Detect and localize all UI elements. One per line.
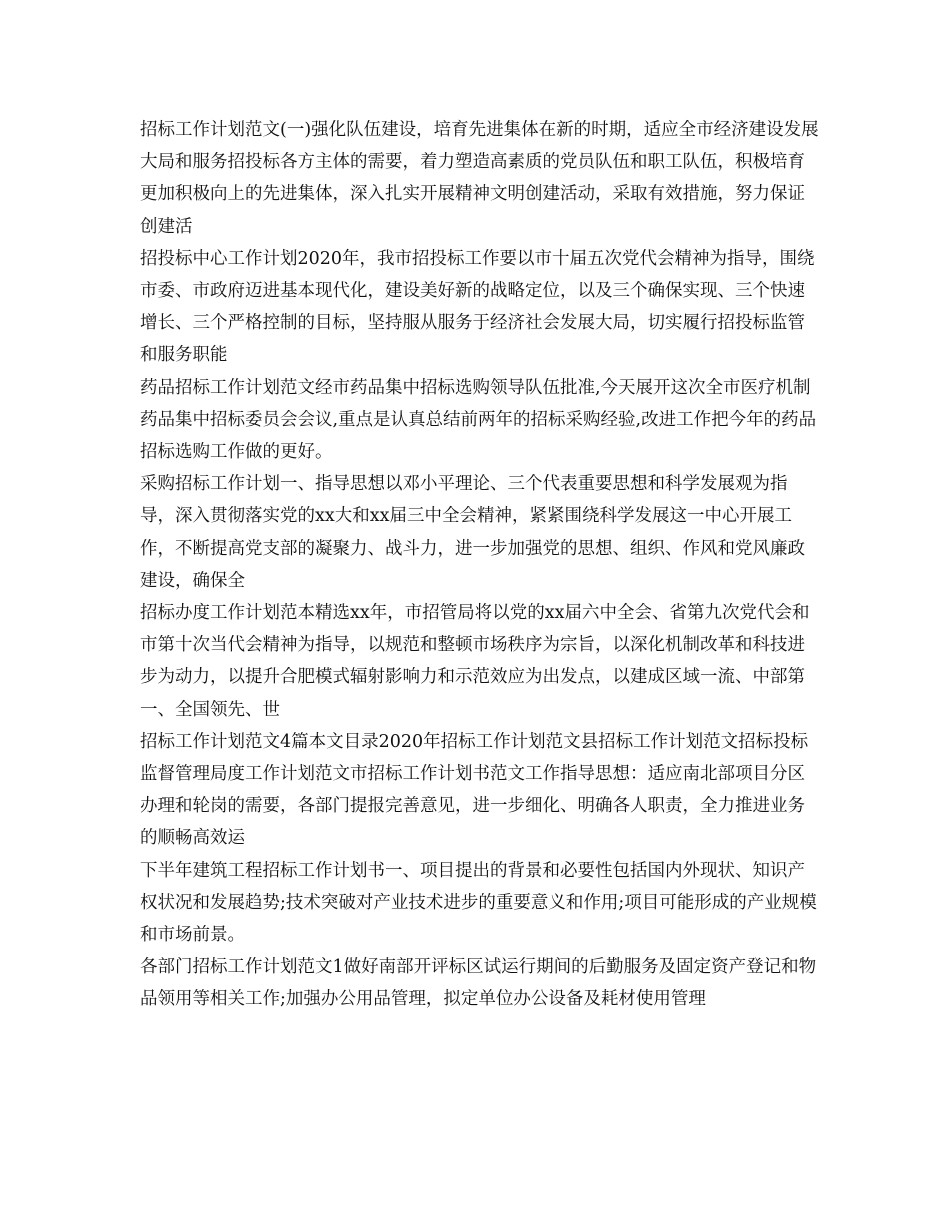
paragraph-4: 采购招标工作计划一、指导思想以邓小平理论、三个代表重要思想和科学发展观为指导，深入贯彻落实党的xx大和xx届三中全会精神，紧紧围绕科学发展这一中心开展工作，不断提高党支部的凝聚力、战斗力，进一步加强党的思想、组织、作风和党风廉政建设，确保全 — [140, 474, 805, 591]
paragraph-2: 招投标中心工作计划2020年，我市招投标工作要以市十届五次党代会精神为指导，围绕市委、市政府迈进基本现代化，建设美好新的战略定位，以及三个确保实现、三个快速增长、三个严格控制的目标，坚持服从服务于经济社会发展大局，切实履行招投标监管和服务职能 — [140, 248, 815, 366]
paragraph-8: 各部门招标工作计划范文1做好南部开评标区试运行期间的后勤服务及固定资产登记和物品领用等相关工作;加强办公用品管理，拟定单位办公设备及耗材使用管理 — [140, 957, 817, 1010]
paragraph-1: 招标工作计划范文(一)强化队伍建设，培育先进集体在新的时期，适应全市经济建设发展大局和服务招投标各方主体的需要，着力塑造高素质的党员队伍和职工队伍，积极培育更加积极向上的先进集体，深入扎实开展精神文明创建活动，采取有效措施，努力保证创建活 — [140, 120, 819, 237]
paragraph-5: 招标办度工作计划范本精选xx年，市招管局将以党的xx届六中全会、省第九次党代会和市第十次当代会精神为指导，以规范和整顿市场秩序为宗旨，以深化机制改革和科技进步为动力，以提升合肥模式辐射影响力和示范效应为出发点，以建成区域一流、中部第一、全国领先、世 — [140, 603, 810, 720]
document-body — [140, 114, 820, 1016]
paragraph-6: 招标工作计划范文4篇本文目录2020年招标工作计划范文县招标工作计划范文招标投标监督管理局度工作计划范文市招标工作计划书范文工作指导思想：适应南北部项目分区办理和轮岗的需要，各部门提报完善意见，进一步细化、明确各人职责，全力推进业务的顺畅高效运 — [140, 731, 809, 849]
paragraph-3: 药品招标工作计划范文经市药品集中招标选购领导队伍批准,今天展开这次全市医疗机制药品集中招标委员会会议,重点是认真总结前两年的招标采购经验,改进工作把今年的药品招标选购工作做的更好。 — [140, 377, 817, 463]
paragraph-7: 下半年建筑工程招标工作计划书一、项目提出的背景和必要性包括国内外现状、知识产权状况和发展趋势;技术突破对产业技术进步的重要意义和作用;项目可能形成的产业规模和市场前景。 — [140, 860, 817, 946]
